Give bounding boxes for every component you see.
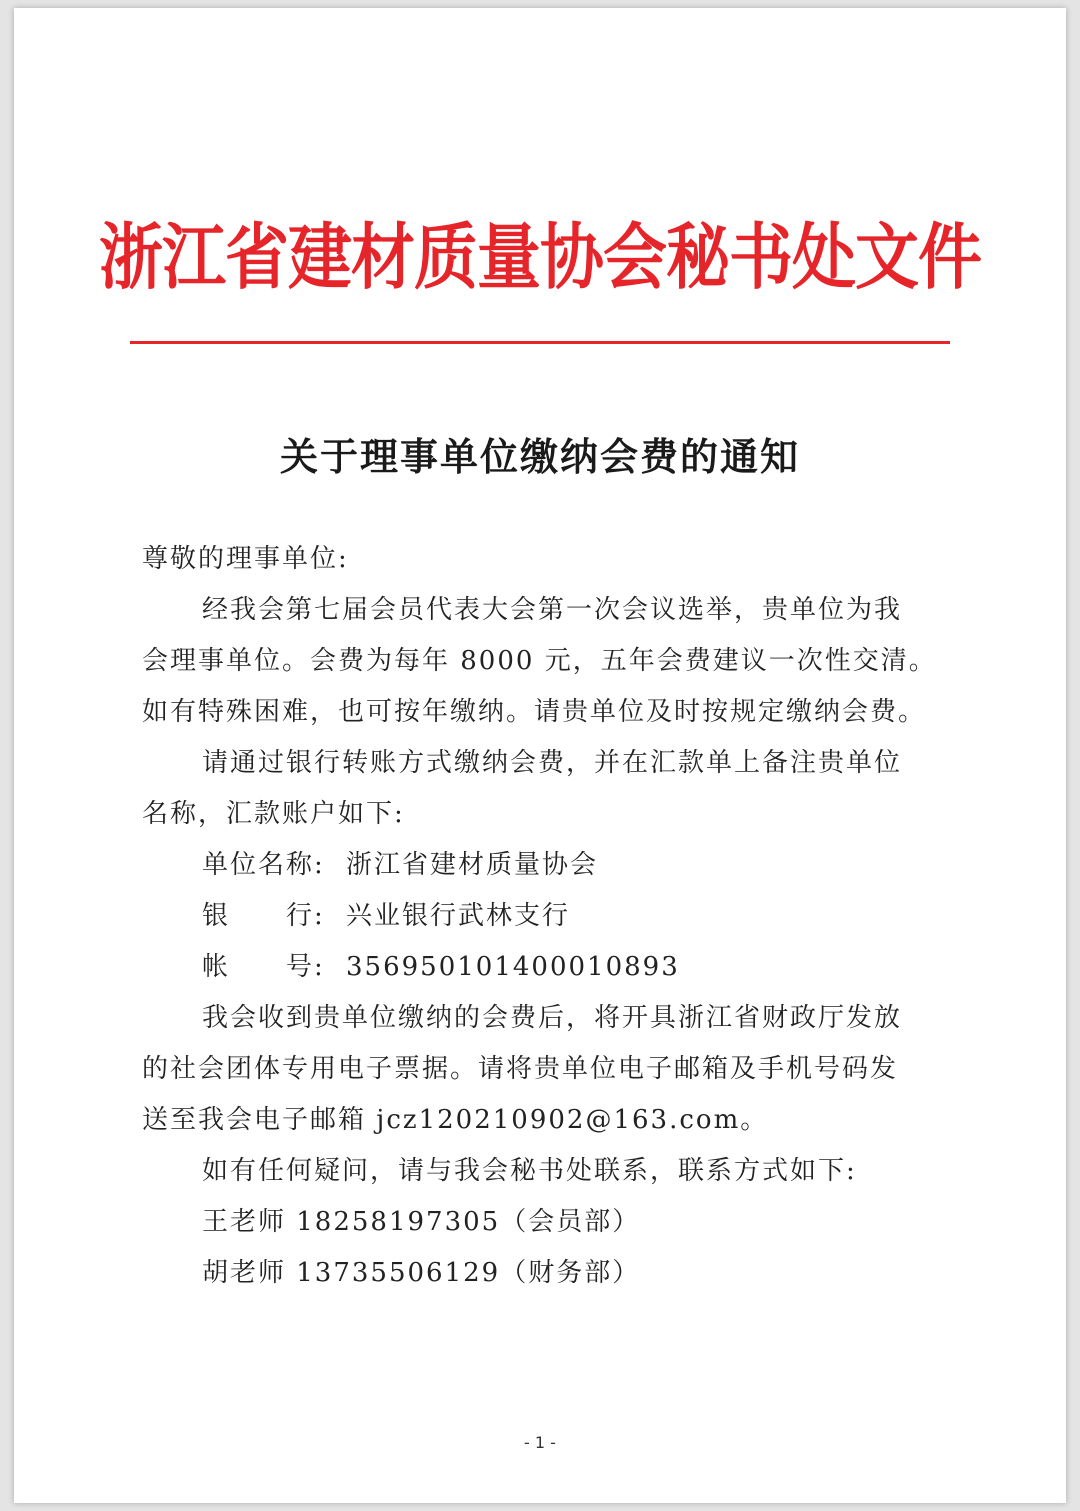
account-bank-value: 兴业银行武林支行	[346, 901, 571, 931]
account-number-value: 356950101400010893	[346, 952, 680, 982]
account-number-label: 帐 号:	[202, 952, 325, 982]
paragraph-3-line-2: 的社会团体专用电子票据。请将贵单位电子邮箱及手机号码发	[142, 1054, 899, 1084]
paragraph-2-line-2: 名称，汇款账户如下:	[142, 799, 405, 829]
masthead-title: 浙江省建材质量协会秘书处文件	[99, 217, 981, 301]
paragraph-3-line-1: 我会收到贵单位缴纳的会费后，将开具浙江省财政厅发放	[202, 1003, 903, 1033]
paragraph-1-line-2: 会理事单位。会费为每年 8000 元，五年会费建议一次性交清。	[142, 646, 937, 676]
paragraph-1-line-3: 如有特殊困难，也可按年缴纳。请贵单位及时按规定缴纳会费。	[142, 697, 927, 727]
account-name-label: 单位名称:	[202, 850, 325, 880]
paragraph-4-line-1: 如有任何疑问，请与我会秘书处联系，联系方式如下:	[202, 1156, 857, 1186]
notice-body	[142, 534, 962, 1299]
salutation: 尊敬的理事单位:	[142, 544, 349, 574]
account-name-row	[142, 840, 962, 891]
red-divider-line	[130, 341, 950, 344]
notice-title: 关于理事单位缴纳会费的通知	[279, 434, 800, 479]
paragraph-2-line-1: 请通过银行转账方式缴纳会费，并在汇款单上备注贵单位	[202, 748, 903, 778]
account-bank-label: 银 行:	[202, 901, 325, 931]
account-number-row	[142, 942, 962, 993]
paragraph-3-line-3: 送至我会电子邮箱 jcz120210902@163.com。	[142, 1105, 769, 1135]
contact-wang: 王老师 18258197305（会员部）	[202, 1207, 641, 1237]
page-number: - 1 -	[524, 1433, 556, 1452]
paragraph-1-line-1: 经我会第七届会员代表大会第一次会议选举，贵单位为我	[202, 595, 903, 625]
account-name-value: 浙江省建材质量协会	[346, 850, 599, 880]
contact-hu: 胡老师 13735506129（财务部）	[202, 1258, 641, 1288]
account-bank-row	[142, 891, 962, 942]
document-page	[14, 8, 1066, 1503]
